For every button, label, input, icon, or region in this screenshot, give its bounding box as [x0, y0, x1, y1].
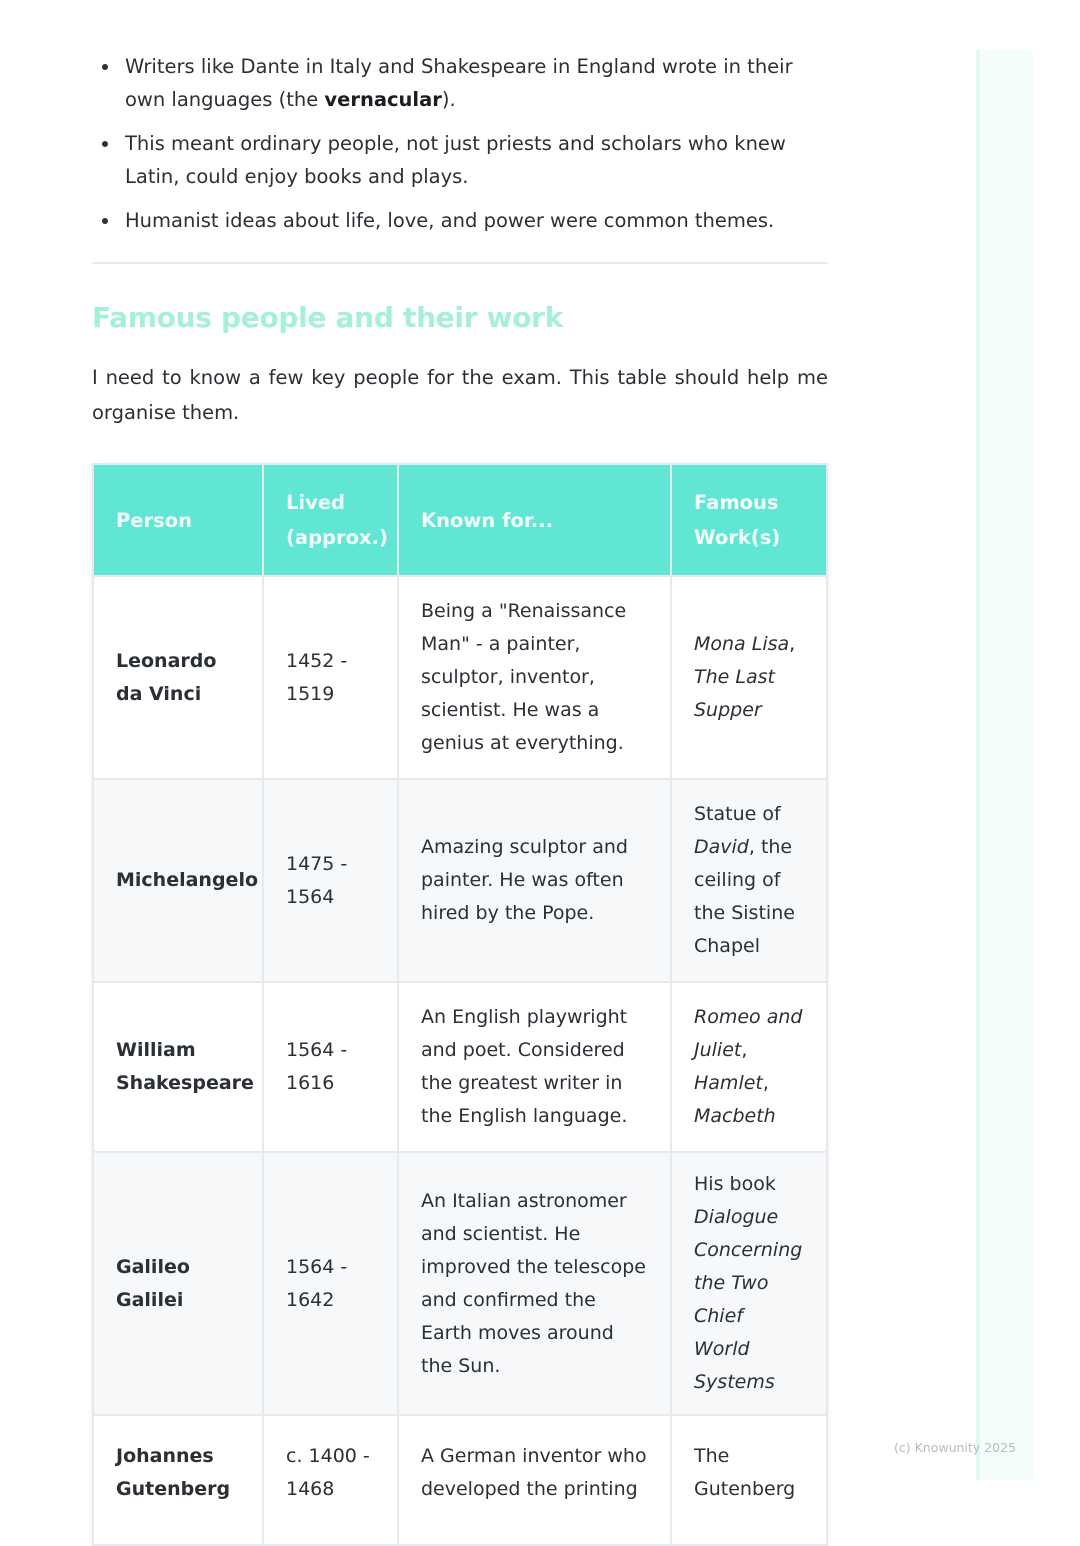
- work-text: , the ceiling of the Sistine Chapel: [694, 836, 795, 957]
- person-name-cell: William Shakespeare: [93, 982, 263, 1152]
- table-row: [93, 576, 827, 779]
- work-title: Dialogue Concerning the Two Chief World Systems: [694, 1206, 803, 1393]
- person-name-cell: Michelangelo: [93, 779, 263, 982]
- lived-cell: 1452 - 1519: [263, 576, 398, 779]
- section-title: Famous people and their work: [92, 301, 564, 334]
- table-row: [93, 779, 827, 982]
- header-person: Person: [93, 464, 263, 576]
- work-title: Macbeth: [694, 1105, 776, 1127]
- people-table: [92, 463, 828, 1546]
- right-margin-bar: [976, 50, 1033, 1480]
- famous-works-cell: [671, 779, 827, 982]
- work-text: ,: [789, 633, 796, 655]
- person-name-cell: Galileo Galilei: [93, 1152, 263, 1415]
- famous-works-cell: [671, 576, 827, 779]
- work-title: Romeo and Juliet: [694, 1006, 803, 1061]
- table-body: [93, 576, 827, 1545]
- lived-cell: c. 1400 - 1468: [263, 1415, 398, 1545]
- table-row: [93, 982, 827, 1152]
- known-for-cell: An English playwright and poet. Considered the greatest writer in the English language.: [398, 982, 671, 1152]
- work-title: Hamlet: [694, 1072, 763, 1094]
- bullet-text: ).: [441, 88, 456, 111]
- intro-paragraph: I need to know a few key people for the exam. This table should help me organise them.: [92, 366, 828, 424]
- table-row: [93, 1415, 827, 1545]
- bullet-list: [92, 50, 828, 237]
- table-header-row: [93, 464, 827, 576]
- lived-cell: 1475 - 1564: [263, 779, 398, 982]
- bullet-item-vernacular: [92, 50, 828, 116]
- person-name-cell: Leonardo da Vinci: [93, 576, 263, 779]
- known-for-cell: An Italian astronomer and scientist. He improved the telescope and confirmed the Earth moves around the Sun.: [398, 1152, 671, 1415]
- lived-cell: 1564 - 1616: [263, 982, 398, 1152]
- famous-works-cell: [671, 1415, 827, 1545]
- famous-works-cell: [671, 982, 827, 1152]
- person-name-cell: Johannes Gutenberg: [93, 1415, 263, 1545]
- known-for-cell: Being a "Renaissance Man" - a painter, sculptor, inventor, scientist. He was a genius at everything.: [398, 576, 671, 779]
- known-for-cell: Amazing sculptor and painter. He was often hired by the Pope.: [398, 779, 671, 982]
- famous-works-cell: [671, 1152, 827, 1415]
- lived-cell: 1564 - 1642: [263, 1152, 398, 1415]
- document-content: [92, 50, 828, 430]
- bullet-text: Humanist ideas about life, love, and power were common themes.: [125, 209, 775, 232]
- work-text: His book: [694, 1173, 776, 1195]
- work-title: The Last Supper: [694, 666, 775, 721]
- work-title: David: [694, 836, 749, 858]
- bullet-text: Writers like Dante in Italy and Shakespeare in England wrote in their own languages (the: [125, 55, 793, 111]
- bullet-text: This meant ordinary people, not just priests and scholars who knew Latin, could enjoy books and plays.: [125, 132, 786, 188]
- work-text: ,: [741, 1039, 748, 1061]
- header-lived: Lived (approx.): [263, 464, 398, 576]
- right-margin-line: [976, 50, 980, 1480]
- work-text: Statue of: [694, 803, 781, 825]
- work-title: Mona Lisa: [694, 633, 790, 655]
- table-row: [93, 1152, 827, 1415]
- bullet-item-humanist-themes: [92, 204, 828, 237]
- copyright-notice: (c) Knowunity 2025: [894, 1440, 1016, 1455]
- work-text: ,: [762, 1072, 769, 1094]
- known-for-cell: A German inventor who developed the printing: [398, 1415, 671, 1545]
- bullet-bold-term: vernacular: [324, 88, 442, 111]
- bullet-item-ordinary-people: [92, 127, 828, 193]
- header-famous-works: Famous Work(s): [671, 464, 827, 576]
- header-known-for: Known for...: [398, 464, 671, 576]
- section-divider: [92, 262, 828, 264]
- people-table-container: [92, 463, 828, 1500]
- work-text: The Gutenberg: [694, 1445, 796, 1500]
